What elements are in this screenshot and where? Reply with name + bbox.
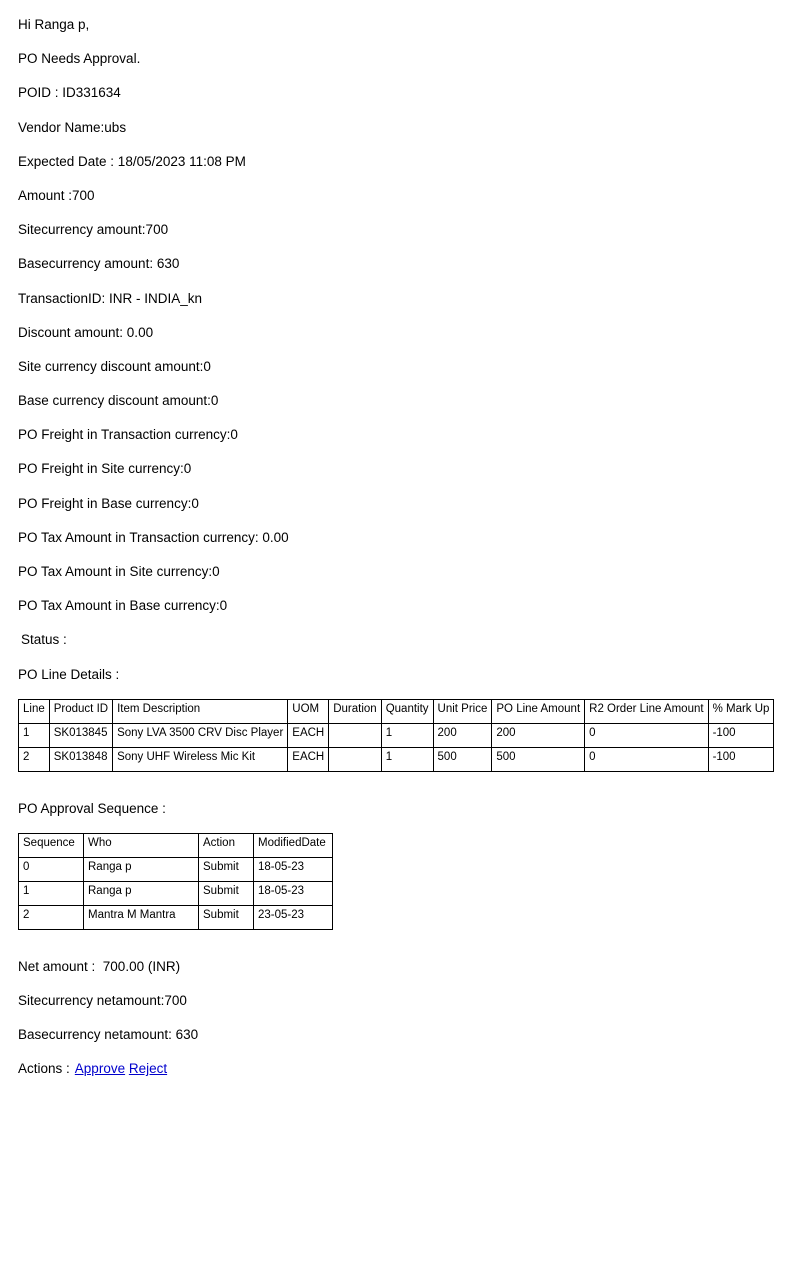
col-mark-up: % Mark Up <box>708 699 774 723</box>
po-approval-sequence-label: PO Approval Sequence : <box>18 800 166 816</box>
col-uom: UOM <box>288 699 329 723</box>
col-sequence: Sequence <box>19 833 84 857</box>
col-item-description: Item Description <box>113 699 288 723</box>
cell-action: Submit <box>199 857 254 881</box>
cell-mark-up: -100 <box>708 723 774 747</box>
col-po-line-amount: PO Line Amount <box>492 699 585 723</box>
cell-item-description: Sony UHF Wireless Mic Kit <box>113 747 288 771</box>
field-discount-amount: Discount amount: 0.00 <box>18 324 154 340</box>
cell-po-line-amount: 500 <box>492 747 585 771</box>
field-sitecurrency-amount: Sitecurrency amount:700 <box>18 222 169 238</box>
col-line: Line <box>19 699 50 723</box>
cell-action: Submit <box>199 881 254 905</box>
approve-link[interactable]: Approve <box>74 1061 126 1077</box>
cell-line: 2 <box>19 747 50 771</box>
po-line-details-table <box>18 699 774 772</box>
field-base-currency-discount-amount: Base currency discount amount:0 <box>18 393 219 409</box>
cell-who: Ranga p <box>84 857 199 881</box>
table-row <box>19 857 333 881</box>
table-header-row <box>19 833 333 857</box>
subject-line: PO Needs Approval. <box>18 51 141 67</box>
field-expected-date: Expected Date : 18/05/2023 11:08 PM <box>18 153 246 169</box>
table-row <box>19 905 333 929</box>
cell-uom: EACH <box>288 747 329 771</box>
col-action: Action <box>199 833 254 857</box>
net-amount: Net amount : 700.00 (INR) <box>18 958 181 974</box>
greeting: Hi Ranga p, <box>18 17 90 32</box>
field-po-tax-base-currency: PO Tax Amount in Base currency:0 <box>18 598 228 614</box>
po-line-details-label: PO Line Details : <box>18 666 120 682</box>
reject-link[interactable]: Reject <box>128 1061 168 1077</box>
cell-mark-up: -100 <box>708 747 774 771</box>
col-r2-order-line-amount: R2 Order Line Amount <box>585 699 708 723</box>
actions-label: Actions : <box>18 1061 70 1077</box>
cell-duration <box>329 723 381 747</box>
cell-modified-date: 23-05-23 <box>254 905 333 929</box>
field-po-tax-site-currency: PO Tax Amount in Site currency:0 <box>18 564 220 579</box>
table-header-row <box>19 699 774 723</box>
field-po-freight-site-currency: PO Freight in Site currency:0 <box>18 461 192 477</box>
basecurrency-netamount: Basecurrency netamount: 630 <box>18 1026 199 1042</box>
cell-modified-date: 18-05-23 <box>254 881 333 905</box>
sitecurrency-netamount: Sitecurrency netamount:700 <box>18 992 187 1008</box>
cell-quantity: 1 <box>381 747 433 771</box>
col-who: Who <box>84 833 199 857</box>
field-transaction-id: TransactionID: INR - INDIA_kn <box>18 290 203 306</box>
cell-quantity: 1 <box>381 723 433 747</box>
field-basecurrency-amount: Basecurrency amount: 630 <box>18 256 180 272</box>
cell-sequence: 2 <box>19 905 84 929</box>
cell-who: Ranga p <box>84 881 199 905</box>
cell-unit-price: 200 <box>433 723 492 747</box>
actions-row <box>18 1052 782 1085</box>
cell-sequence: 0 <box>19 857 84 881</box>
cell-action: Submit <box>199 905 254 929</box>
cell-unit-price: 500 <box>433 747 492 771</box>
cell-po-line-amount: 200 <box>492 723 585 747</box>
status-line: Status : <box>21 632 67 648</box>
col-unit-price: Unit Price <box>433 699 492 723</box>
col-duration: Duration <box>329 699 381 723</box>
col-product-id: Product ID <box>49 699 112 723</box>
cell-product-id: SK013848 <box>49 747 112 771</box>
cell-sequence: 1 <box>19 881 84 905</box>
field-po-tax-transaction-currency: PO Tax Amount in Transaction currency: 0.00 <box>18 529 289 545</box>
table-row <box>19 747 774 771</box>
table-row <box>19 881 333 905</box>
cell-modified-date: 18-05-23 <box>254 857 333 881</box>
cell-uom: EACH <box>288 723 329 747</box>
cell-product-id: SK013845 <box>49 723 112 747</box>
cell-line: 1 <box>19 723 50 747</box>
cell-duration <box>329 747 381 771</box>
po-approval-sequence-table <box>18 833 333 930</box>
field-vendor-name: Vendor Name:ubs <box>18 119 127 135</box>
cell-who: Mantra M Mantra <box>84 905 199 929</box>
cell-r2-order-line-amount: 0 <box>585 723 708 747</box>
field-poid: POID : ID331634 <box>18 85 121 101</box>
cell-r2-order-line-amount: 0 <box>585 747 708 771</box>
table-row <box>19 723 774 747</box>
field-site-currency-discount-amount: Site currency discount amount:0 <box>18 358 211 374</box>
field-amount: Amount :700 <box>18 187 95 203</box>
field-po-freight-base-currency: PO Freight in Base currency:0 <box>18 495 199 511</box>
col-quantity: Quantity <box>381 699 433 723</box>
field-po-freight-transaction-currency: PO Freight in Transaction currency:0 <box>18 427 238 443</box>
cell-item-description: Sony LVA 3500 CRV Disc Player <box>113 723 288 747</box>
col-modified-date: ModifiedDate <box>254 833 333 857</box>
